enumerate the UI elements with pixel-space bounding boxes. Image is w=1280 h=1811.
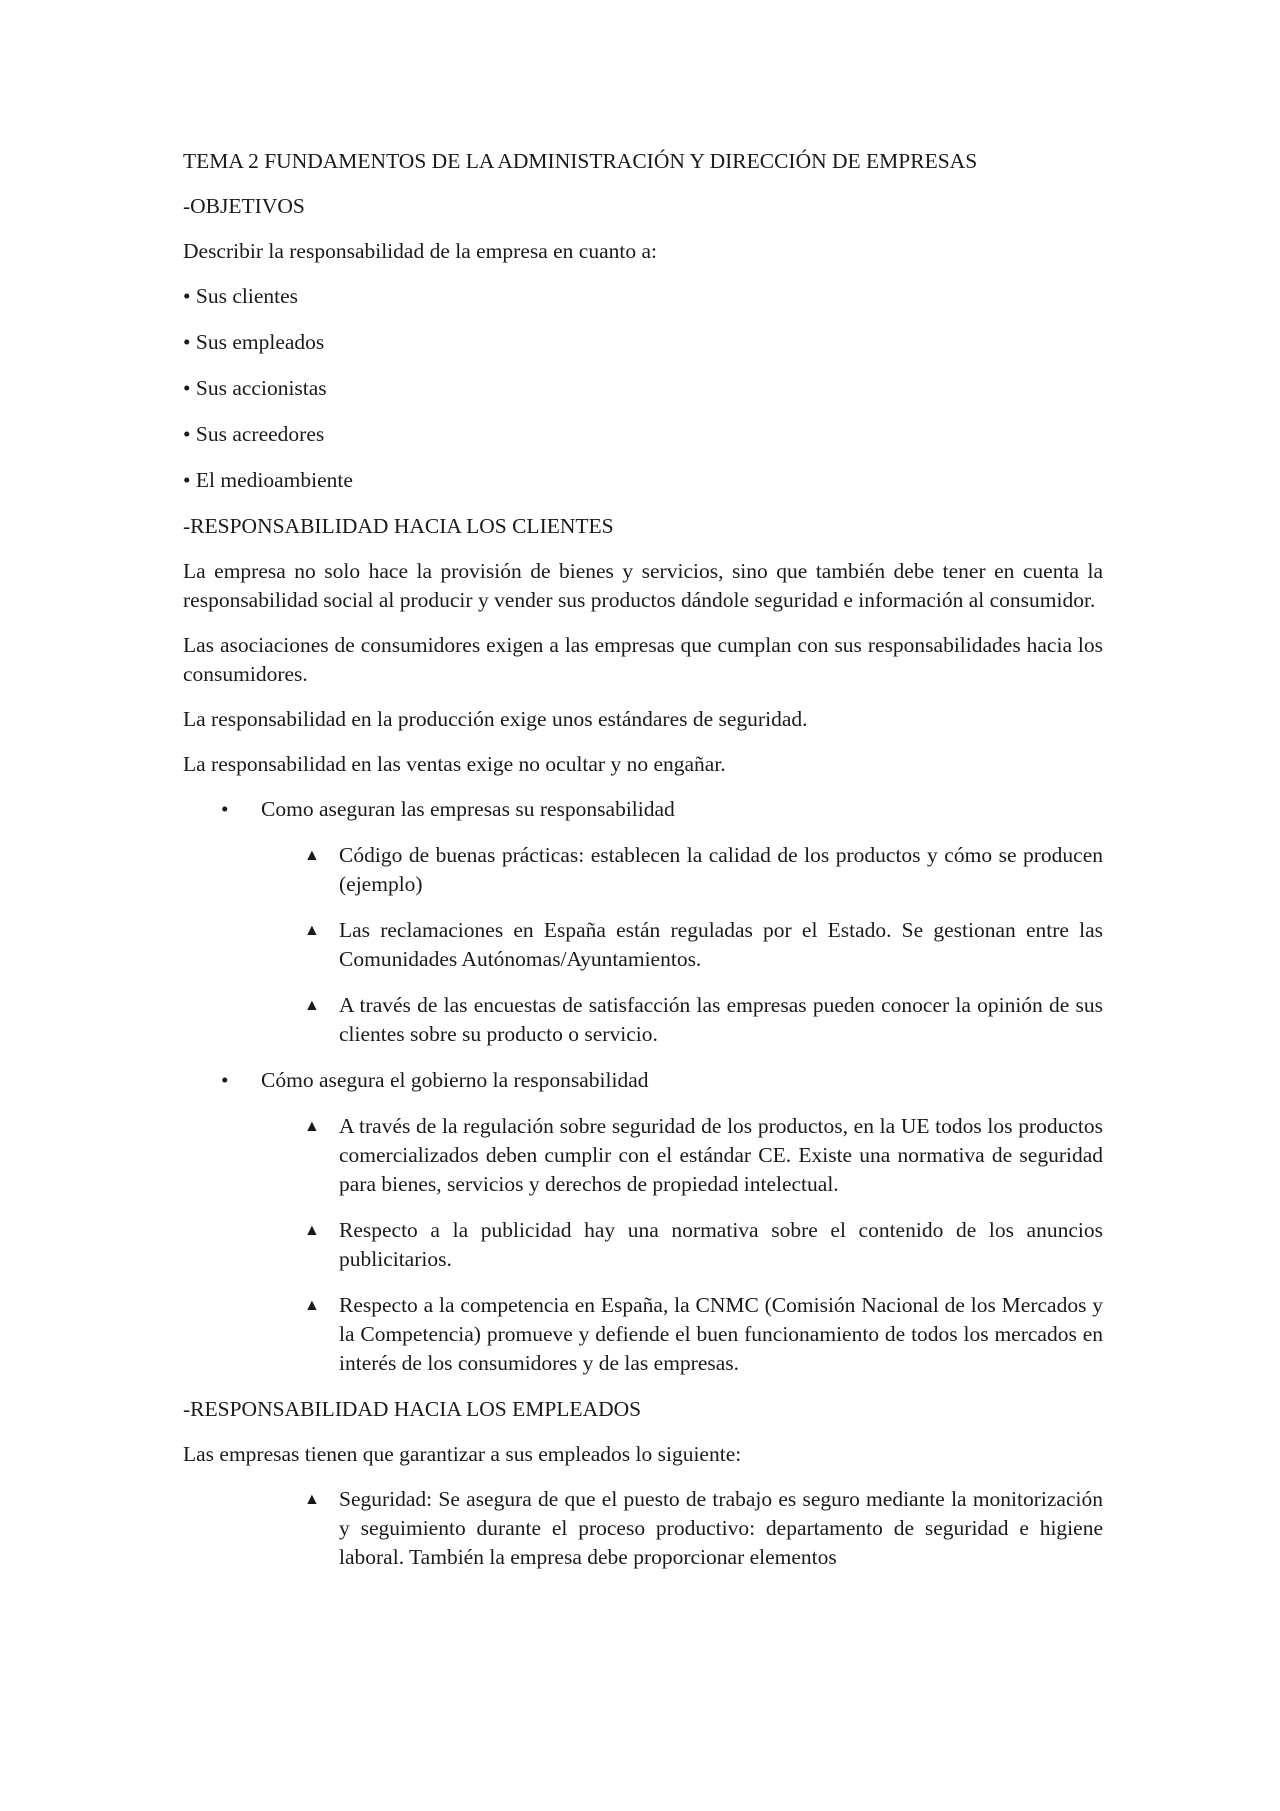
objectives-item: • Sus accionistas xyxy=(183,376,327,400)
triangle-bullet-icon: ▲ xyxy=(304,1222,320,1239)
clients-paragraph: La responsabilidad en las ventas exige no ocultar y no engañar. xyxy=(183,752,726,776)
companies-sub-item-text: Código de buenas prácticas: establecen la calidad de los productos y cómo se producen (ejemplo) xyxy=(339,843,1103,896)
objectives-item: • El medioambiente xyxy=(183,468,353,492)
companies-bullet xyxy=(183,795,1103,824)
companies-sub-item xyxy=(183,991,1103,1049)
companies-sub-item xyxy=(183,916,1103,974)
government-sub-item xyxy=(183,1291,1103,1378)
objectives-heading: -OBJETIVOS xyxy=(183,194,305,218)
triangle-bullet-icon: ▲ xyxy=(304,1297,320,1314)
objectives-item: • Sus clientes xyxy=(183,284,299,308)
bullet-dot-icon: • xyxy=(221,797,229,821)
triangle-bullet-icon: ▲ xyxy=(304,1491,320,1508)
government-sub-item-text: Respecto a la competencia en España, la CNMC (Comisión Nacional de los Mercados y la Competencia) promueve y defiende el buen funcionamiento de todos los mercados en interés de los consumidores y de las empresas. xyxy=(339,1293,1103,1375)
employees-sub-item-text: Seguridad: Se asegura de que el puesto de trabajo es seguro mediante la monitorización y seguimiento durante el proceso productivo: departamento de seguridad e higiene laboral. También la empresa debe proporcionar elementos xyxy=(339,1487,1103,1569)
clients-heading: -RESPONSABILIDAD HACIA LOS CLIENTES xyxy=(183,514,614,538)
employees-intro: Las empresas tienen que garantizar a sus empleados lo siguiente: xyxy=(183,1442,742,1466)
companies-sub-item xyxy=(183,841,1103,899)
employees-heading: -RESPONSABILIDAD HACIA LOS EMPLEADOS xyxy=(183,1397,642,1421)
government-sub-item-text: A través de la regulación sobre seguridad de los productos, en la UE todos los productos comercializados deben cumplir con el estándar CE. Existe una normativa de seguridad para bienes, servicios y derechos de propiedad intelectual. xyxy=(339,1114,1103,1196)
clients-paragraph: La responsabilidad en la producción exige unos estándares de seguridad. xyxy=(183,707,808,731)
triangle-bullet-icon: ▲ xyxy=(304,1118,320,1135)
government-bullet xyxy=(183,1066,1103,1095)
objectives-intro: Describir la responsabilidad de la empresa en cuanto a: xyxy=(183,239,658,263)
government-bullet-label: Cómo asegura el gobierno la responsabilidad xyxy=(261,1068,649,1092)
companies-sub-item-text: Las reclamaciones en España están reguladas por el Estado. Se gestionan entre las Comunidades Autónomas/Ayuntamientos. xyxy=(339,918,1103,971)
government-sub-item-text: Respecto a la publicidad hay una normativa sobre el contenido de los anuncios publicitarios. xyxy=(339,1218,1103,1271)
triangle-bullet-icon: ▲ xyxy=(304,847,320,864)
government-sub-item xyxy=(183,1216,1103,1274)
clients-paragraph: Las asociaciones de consumidores exigen a las empresas que cumplan con sus responsabilidades hacia los consumidores. xyxy=(183,633,1103,686)
triangle-bullet-icon: ▲ xyxy=(304,997,320,1014)
triangle-bullet-icon: ▲ xyxy=(304,922,320,939)
clients-paragraph: La empresa no solo hace la provisión de bienes y servicios, sino que también debe tener en cuenta la responsabilidad social al producir y vender sus productos dándole seguridad e información al consumidor. xyxy=(183,559,1103,612)
document-title: TEMA 2 FUNDAMENTOS DE LA ADMINISTRACIÓN Y DIRECCIÓN DE EMPRESAS xyxy=(183,149,978,173)
document-page xyxy=(183,147,1103,1589)
companies-sub-item-text: A través de las encuestas de satisfacción las empresas pueden conocer la opinión de sus clientes sobre su producto o servicio. xyxy=(339,993,1103,1046)
employees-sub-item xyxy=(183,1485,1103,1572)
government-sub-item xyxy=(183,1112,1103,1199)
objectives-item: • Sus acreedores xyxy=(183,422,325,446)
objectives-item: • Sus empleados xyxy=(183,330,325,354)
bullet-dot-icon: • xyxy=(221,1068,229,1092)
companies-bullet-label: Como aseguran las empresas su responsabilidad xyxy=(261,797,675,821)
